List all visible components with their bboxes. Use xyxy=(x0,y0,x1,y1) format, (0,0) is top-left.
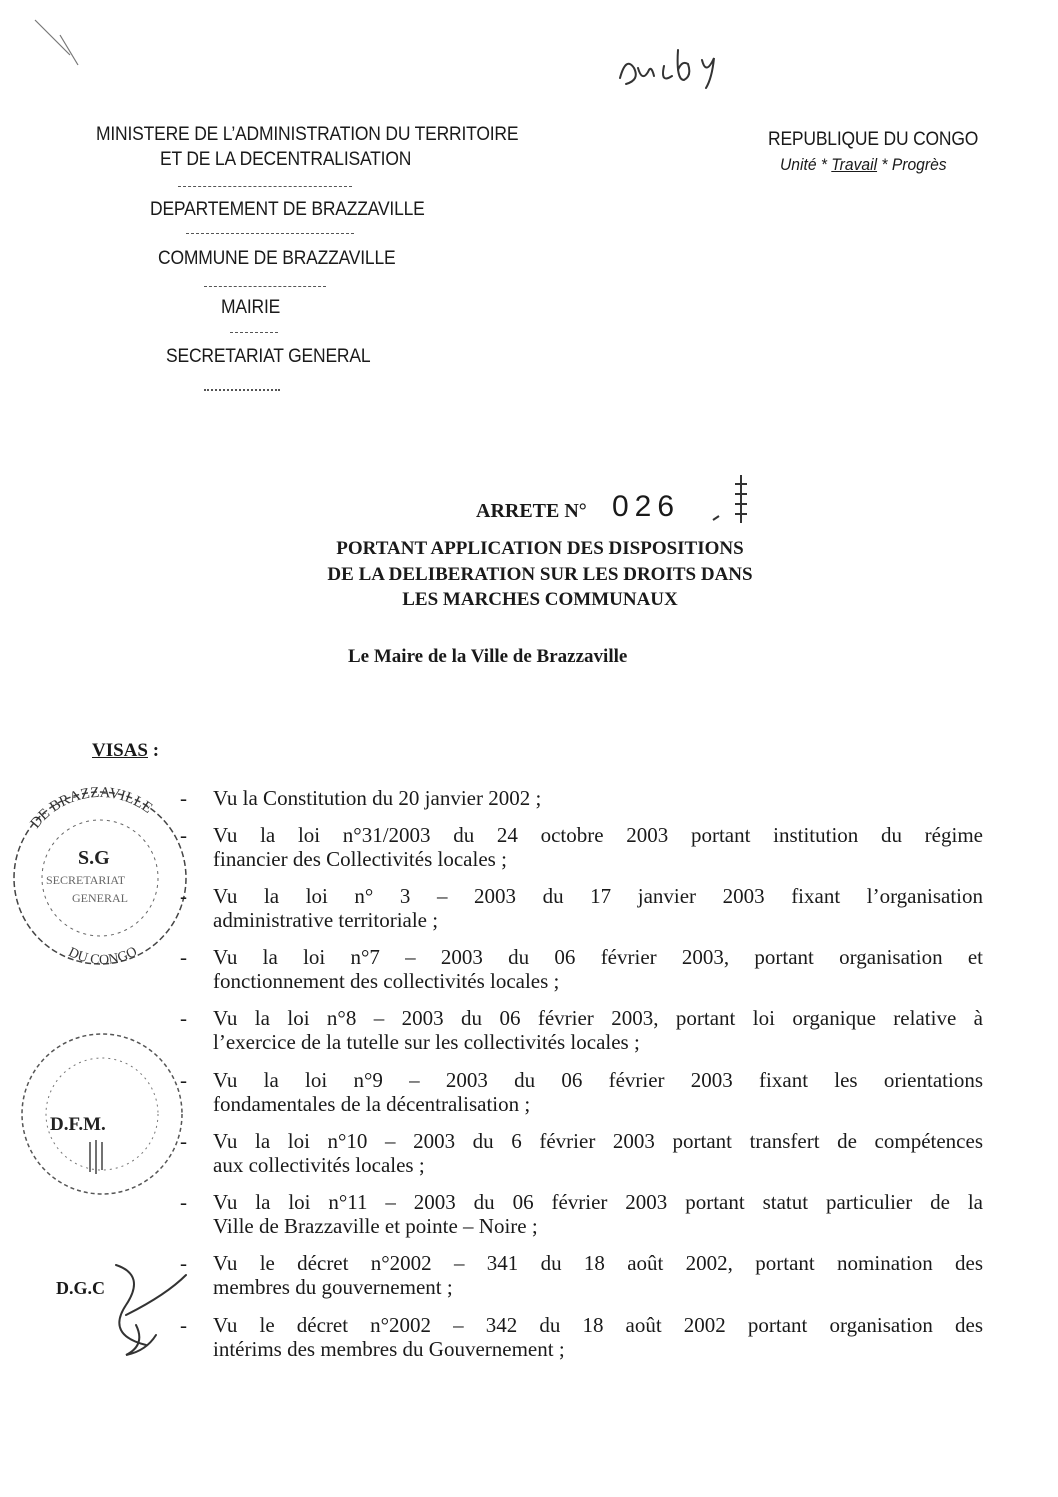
visa-item xyxy=(213,945,983,993)
secretariat-label: SECRETARIAT GENERAL xyxy=(166,346,371,367)
visa-item-line-2: Ville de Brazzaville et pointe – Noire ; xyxy=(213,1214,538,1238)
visa-item xyxy=(213,1129,983,1177)
decree-title-line-3: LES MARCHES COMMUNAUX xyxy=(402,589,678,610)
divider xyxy=(178,186,352,187)
visa-bullet: - xyxy=(180,1129,187,1153)
visa-bullet: - xyxy=(180,1190,187,1214)
visa-bullet: - xyxy=(180,1006,187,1030)
sg-stamp-sub-2: GENERAL xyxy=(72,891,128,905)
visa-item xyxy=(213,1251,983,1299)
visa-item-line-2: fondamentales de la décentralisation ; xyxy=(213,1092,531,1116)
visa-item-line-2: financier des Collectivités locales ; xyxy=(213,847,507,871)
visa-item xyxy=(213,823,983,871)
visa-bullet: - xyxy=(180,786,187,810)
visa-bullet: - xyxy=(180,1068,187,1092)
visa-item-line-2: aux collectivités locales ; xyxy=(213,1153,425,1177)
sg-stamp-ring-top: DE BRAZZAVILLE xyxy=(27,784,156,832)
visa-item-line-2: fonctionnement des collectivités locales ; xyxy=(213,969,560,993)
visa-item xyxy=(213,1190,983,1238)
divider xyxy=(204,286,326,287)
handwritten-annotation xyxy=(612,38,732,98)
visa-bullet: - xyxy=(180,823,187,847)
country-name: REPUBLIQUE DU CONGO xyxy=(768,129,979,150)
visa-bullet: - xyxy=(180,884,187,908)
visa-item-line-2: membres du gouvernement ; xyxy=(213,1275,453,1299)
decree-title-line-2: DE LA DELIBERATION SUR LES DROITS DANS xyxy=(327,564,753,585)
motto-travail: Travail xyxy=(831,155,878,174)
dgc-label: D.G.C xyxy=(56,1278,105,1298)
motto-progres: * Progrès xyxy=(877,155,947,174)
divider xyxy=(230,332,278,333)
ministry-line-1: MINISTERE DE L’ADMINISTRATION DU TERRITOIRE xyxy=(96,124,519,145)
sg-stamp-center: S.G xyxy=(78,847,110,869)
scan-marks xyxy=(30,15,90,75)
decree-number: 026 xyxy=(612,490,681,523)
sg-stamp-sub-1: SECRETARIAT xyxy=(46,873,126,887)
visa-bullet: - xyxy=(180,1251,187,1275)
decree-title-line-1: PORTANT APPLICATION DES DISPOSITIONS xyxy=(336,538,744,559)
visa-item-line-1: Vu la loi n°10 – 2003 du 6 février 2003 portant transfert de compétences xyxy=(213,1129,983,1153)
visas-heading-suffix: : xyxy=(147,740,160,761)
commune-name: COMMUNE DE BRAZZAVILLE xyxy=(158,248,396,269)
visa-item-line-1: Vu la loi n°31/2003 du 24 octobre 2003 portant institution du régime xyxy=(213,823,983,847)
visa-bullet: - xyxy=(180,1313,187,1337)
sg-stamp xyxy=(2,770,192,990)
motto-unite: Unité * xyxy=(780,155,832,174)
divider xyxy=(186,233,354,234)
visa-item xyxy=(213,1068,983,1116)
visa-item-line-1: Vu le décret n°2002 – 342 du 18 août 2002 portant organisation des xyxy=(213,1313,983,1337)
visa-item-line-1: Vu le décret n°2002 – 341 du 18 août 2002, portant nomination des xyxy=(213,1251,983,1275)
decree-label: ARRETE N° xyxy=(476,500,587,522)
handwritten-note-text: Du ct xyxy=(612,38,615,39)
dfm-stamp xyxy=(10,1022,200,1202)
visa-item-line-1: Vu la loi n°11 – 2003 du 06 février 2003 portant statut particulier de la xyxy=(213,1190,983,1214)
ministry-line-2: ET DE LA DECENTRALISATION xyxy=(160,149,412,170)
visa-item-line-2: intérims des membres du Gouvernement ; xyxy=(213,1337,565,1361)
national-motto xyxy=(780,155,947,175)
visa-item-line-2: administrative territoriale ; xyxy=(213,908,439,932)
visa-item-line-1: Vu la loi n°8 – 2003 du 06 février 2003, portant loi organique relative à xyxy=(213,1006,983,1030)
visa-bullet: - xyxy=(180,945,187,969)
divider xyxy=(204,389,280,391)
visa-item-line-2: l’exercice de la tutelle sur les collectivités locales ; xyxy=(213,1030,640,1054)
authority-line: Le Maire de la Ville de Brazzaville xyxy=(348,646,628,667)
visas-heading xyxy=(92,740,159,762)
visa-item xyxy=(213,1313,983,1361)
visa-item-line-1: Vu la Constitution du 20 janvier 2002 ; xyxy=(213,786,542,810)
mairie-label: MAIRIE xyxy=(221,297,281,318)
visa-item xyxy=(213,1006,983,1054)
visa-item-line-1: Vu la loi n°9 – 2003 du 06 février 2003 fixant les orientations xyxy=(213,1068,983,1092)
visas-heading-label: VISAS xyxy=(92,740,148,761)
stamp-mark xyxy=(705,470,755,530)
visa-item-line-1: Vu la loi n°7 – 2003 du 06 février 2003, portant organisation et xyxy=(213,945,983,969)
visa-item xyxy=(213,786,983,810)
sg-stamp-ring-bottom: DU CONGO xyxy=(65,944,140,969)
visa-item xyxy=(213,884,983,932)
dfm-stamp-center: D.F.M. xyxy=(50,1114,106,1135)
department-name: DEPARTEMENT DE BRAZZAVILLE xyxy=(150,199,425,220)
visa-item-line-1: Vu la loi n° 3 – 2003 du 17 janvier 2003 fixant l’organisation xyxy=(213,884,983,908)
